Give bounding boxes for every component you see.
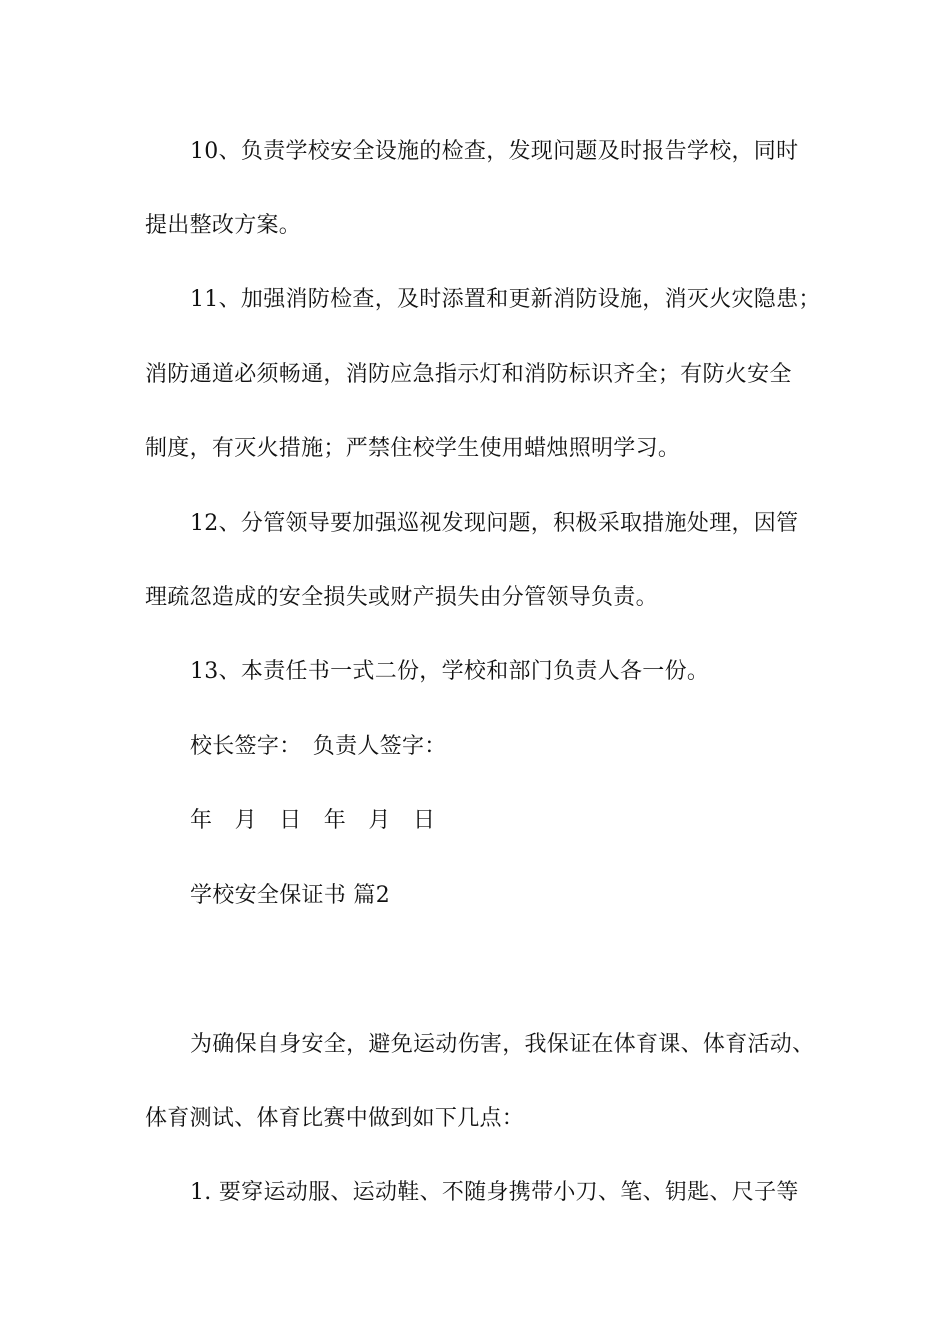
paragraph-12-line-2: 理疏忽造成的安全损失或财产损失由分管领导负责。 xyxy=(145,585,658,610)
pledge-item-1: 1. 要穿运动服、运动鞋、不随身携带小刀、笔、钥匙、尺子等 xyxy=(190,1180,799,1205)
paragraph-11-line-2: 消防通道必须畅通，消防应急指示灯和消防标识齐全；有防火安全 xyxy=(145,362,792,387)
paragraph-13: 13、本责任书一式二份，学校和部门负责人各一份。 xyxy=(190,659,710,684)
paragraph-11-line-3: 制度，有灭火措施；严禁住校学生使用蜡烛照明学习。 xyxy=(145,436,681,461)
signature-line: 校长签字： 负责人签字： xyxy=(190,734,447,759)
paragraph-10-line-2: 提出整改方案。 xyxy=(145,213,302,238)
pledge-intro-line-2: 体育测试、体育比赛中做到如下几点： xyxy=(145,1106,525,1131)
paragraph-12-line-1: 12、分管领导要加强巡视发现问题，积极采取措施处理，因管 xyxy=(190,511,799,536)
paragraph-11-line-1: 11、加强消防检查，及时添置和更新消防设施，消灭火灾隐患； xyxy=(190,287,821,312)
paragraph-10-line-1: 10、负责学校安全设施的检查，发现问题及时报告学校，同时 xyxy=(190,139,799,164)
pledge-intro-line-1: 为确保自身安全，避免运动伤害，我保证在体育课、体育活动、 xyxy=(190,1032,815,1057)
section-heading: 学校安全保证书 篇2 xyxy=(190,883,390,908)
date-line: 年 月 日 年 月 日 xyxy=(190,808,436,833)
